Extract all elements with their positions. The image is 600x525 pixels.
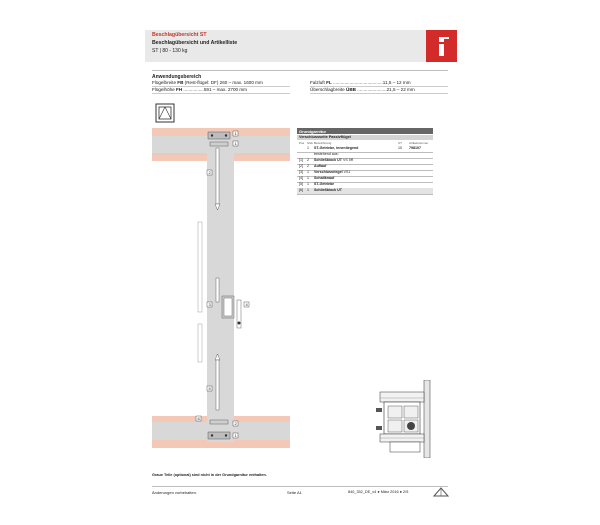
footer-page: Seite A1 (287, 490, 302, 495)
callout-label: 1 (234, 131, 237, 136)
callout-label: 6 (197, 416, 200, 421)
callout-label: 5 (208, 386, 211, 391)
application-title: Anwendungsbereich (152, 74, 202, 80)
info-logo-icon (426, 30, 457, 62)
sash-width-row: Flügelbreite FB (Rest-flügel: DF) 260 – max. 1600 mm (152, 80, 263, 85)
callout-label: 3 (208, 302, 211, 307)
callout-label: 1 (234, 433, 237, 438)
parts-table-subtitle: Verschlussseite Passivflügel (299, 135, 351, 140)
header-range: ST | 80 - 130 kg (152, 48, 188, 54)
table-row: [5] 1 ST-Getriebe (299, 182, 335, 186)
table-row: bestehend aus: (314, 152, 339, 156)
table-row: [6] 1 Schließblock UT (297, 188, 433, 194)
footer-disclaimer: Änderungen vorbehalten. (152, 490, 197, 495)
overlap-width-row: Überschlagbreite ÜBB .......................21,5 – 22 mm (310, 87, 415, 92)
table-row: [4] 1 Schaltknauf (299, 176, 335, 180)
callout-label: 2 (208, 170, 211, 175)
divider (152, 93, 290, 94)
footnote: Graue Teile (optional) sind nicht in der Grundgarnitur enthalten. (152, 473, 267, 477)
roto-logo-icon (432, 487, 450, 497)
callout-label: 1 (234, 141, 237, 146)
divider (310, 93, 448, 94)
rebate-clearance-row: Falzluft FL .......................................11,5 – 12 mm (310, 80, 411, 85)
header-title: Beschlagübersicht ST (152, 32, 207, 38)
hardware-drawing (152, 128, 290, 452)
table-row: [3] 1 Verschlussriegel VS1 (299, 170, 351, 174)
table-row: [1] 2 Schließblock UT VS 5R (299, 158, 354, 162)
divider (152, 70, 448, 71)
table-row: 1 ST-Getriebe, innenliegend 10 798107 (307, 146, 421, 150)
document-page: Beschlagübersicht ST Beschlagübersicht und Artikelliste ST | 80 - 130 kg Anwendungsbereich Flügelbreite FB (Rest-flügel: DF) 260 – max. 1600 mm Flügelhöhe FH ................591 – max. 2700 mm Falzluft FL .......................................11,5 – 12 mm Überschlagbreite ÜBB .......................21,5 – 22 mm 1 1 2 3 4 5 6 2 1 Grundgarnitur Verschlussseite Passivflügel Pos Stck Bezeichnung UT Artikelnummer 1 ST-Getriebe, innenliegend 10 798107 bestehend aus: [1] 2 Schließblock UT VS 5R [2] 2 Auflauf [3] 1 Verschlussriegel VS1 [4] 1 Schaltknauf [5] 1 ST-Getriebe [6] 1 Schließblock UT Graue Teile (optional) sind nicht in der Grundgarnitur enthalten. Änderungen vorbehalten. Seite A1 840_332_DE_v4 ● März 2016 ● 2/5 (0, 0, 600, 525)
footer-document-id: 840_332_DE_v4 ● März 2016 ● 2/5 (348, 490, 409, 494)
parts-table-title: Grundgarnitur (299, 128, 327, 134)
table-row: [2] 2 Auflauf (299, 164, 327, 168)
divider (152, 486, 448, 487)
header-subtitle: Beschlagübersicht und Artikelliste (152, 40, 238, 46)
window-symbol-icon (155, 103, 175, 123)
callout-label: 4 (245, 302, 248, 307)
profile-section-drawing (376, 380, 434, 458)
sash-height-row: Flügelhöhe FH ................591 – max. 2700 mm (152, 87, 247, 92)
callout-label: 2 (234, 421, 237, 426)
